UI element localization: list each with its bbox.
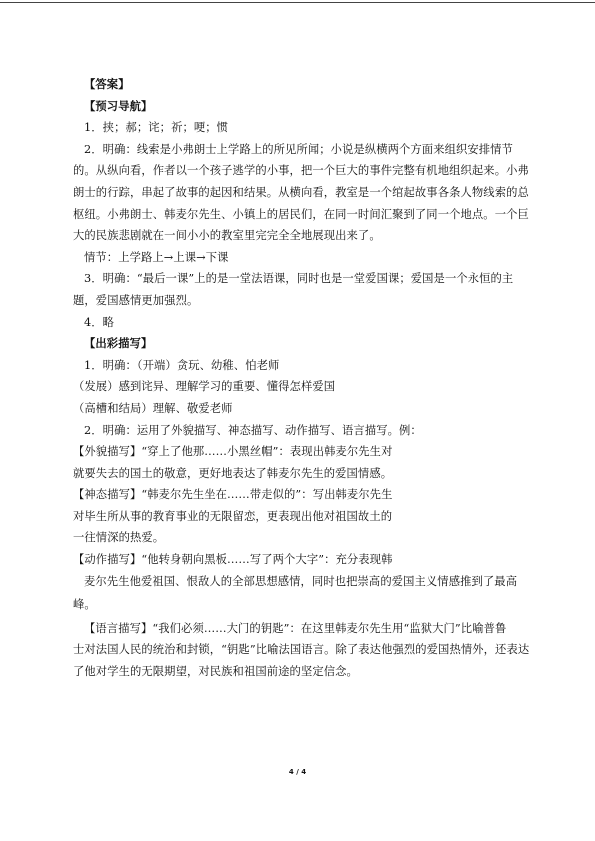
section-heading: 【答案】 [84,77,130,91]
text-line: 一往情深的热爱。 [73,531,165,545]
answer-document-body [73,74,543,683]
text-line: 【动作描写】“他转身朝向黑板……写了两个大字”：充分表现韩 [73,553,393,567]
text-line: 【外貌描写】“穿上了他那……小黑丝帽”：表现出韩麦尔先生对 [73,445,393,459]
text-line: 3．明确：“最后一课”上的是一堂法语课，同时也是一堂爱国课；爱国是一个永恒的主 [84,272,514,286]
text-line: 的。从纵向看，作者以一个孩子逃学的小事，把一个巨大的事件完整有机地组织起来。小弗 [73,164,529,178]
text-line: 4．略 [84,315,115,329]
text-line: 2．明确：运用了外貌描写、神态描写、动作描写、语言描写。例： [84,423,422,437]
text-line: 就要失去的国土的敬意，更好地表达了韩麦尔先生的爱国情感。 [73,466,393,480]
text-line: 枢纽。小弗朗士、韩麦尔先生、小镇上的居民们，在同一时间汇聚到了同一个地点。一个巨 [73,207,529,221]
page-number: 4 / 4 [288,768,307,776]
header-rule [0,2,595,3]
section-heading: 【预习导航】 [84,98,153,113]
text-line: 了他对学生的无限期望，对民族和祖国前途的坚定信念。 [73,665,358,679]
text-line: 情节：上学路上→上课→下课 [84,250,229,264]
text-line: 【神态描写】“韩麦尔先生坐在……带走似的”：写出韩麦尔先生 [73,488,393,502]
text-line: 朗士的行踪，串起了故事的起因和结果。从横向看，教室是一个绾起故事各条人物线索的总 [73,185,529,199]
section-heading: 【出彩描写】 [84,336,153,351]
text-line: 【语言描写】“我们必须……大门的钥匙”：在这里韩麦尔先生用“监狱大门”比喻普鲁 [84,621,507,635]
text-line: 对毕生所从事的教育事业的无限留恋，更表现出他对祖国故土的 [73,509,393,523]
text-line: 1．明确：（开端）贪玩、幼稚、怕老师 [84,358,280,372]
text-line: （发展）感到诧异、理解学习的重要、懂得怎样爱国 [73,380,336,394]
text-line: 2．明确：线索是小弗朗士上学路上的所见所闻；小说是纵横两个方面来组织安排情节 [84,142,513,156]
text-line: 士对法国人民的统治和封锁，“钥匙”比喻法国语言。除了表达他强烈的爱国热情外，还表达 [73,643,530,657]
text-line: 大的民族悲剧就在一间小小的教室里完完全全地展现出来了。 [73,229,381,243]
text-line: 麦尔先生他爱祖国、恨敌人的全部思想感情，同时也把崇高的爱国主义情感推到了最高 [84,574,518,588]
text-line: 峰。 [73,598,96,612]
text-line: 题，爱国感情更加强烈。 [73,293,199,307]
text-line: （高槽和结局）理解、敬爱老师 [73,401,233,415]
text-line: 1．挟；郝；诧；祈；哽；惯 [84,121,229,135]
